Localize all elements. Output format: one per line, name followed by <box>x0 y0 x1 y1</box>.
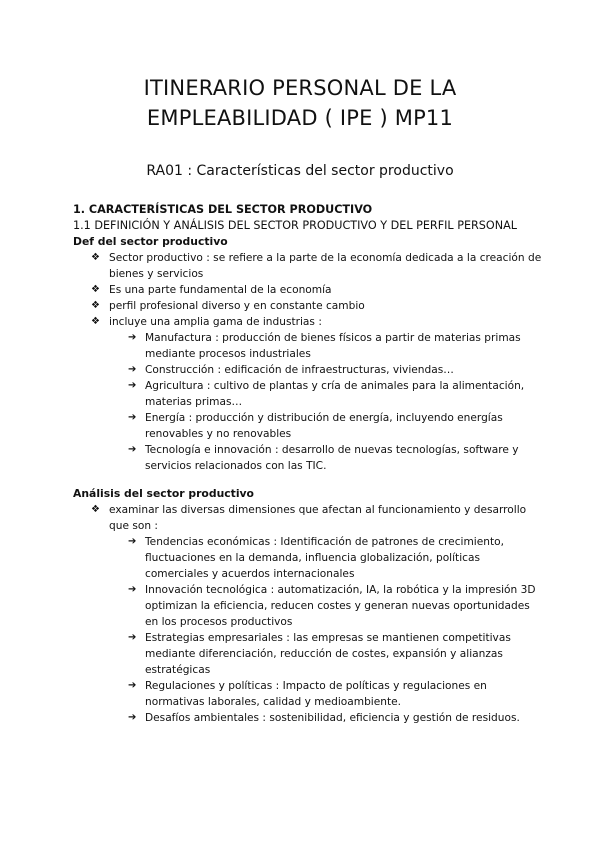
document-title <box>40 73 560 133</box>
dimensions-list <box>109 534 543 726</box>
document-subtitle: RA01 : Características del sector productivo <box>146 163 454 179</box>
list-subitem: ➔ Construcción : edificación de infraestructuras, viviendas… <box>128 364 454 376</box>
list-subitem: ➔ Estrategias empresariales : las empresas se mantienen competitivas mediante diferenciación, reducción de costes, expansión y alianzas estratégicas <box>128 632 511 676</box>
arrow-bullet-icon: ➔ <box>128 444 137 455</box>
list-subitem: ➔ Regulaciones y políticas : Impacto de políticas y regulaciones en normativas laborales, calidad y medioambiente. <box>128 680 487 708</box>
list-subitem: ➔ Tendencias económicas : Identificación de patrones de crecimiento, fluctuaciones en la demanda, influencia globalización, políticas comerciales y acuerdos internacionales <box>128 536 504 580</box>
arrow-bullet-icon: ➔ <box>128 632 137 643</box>
list-item: ❖ perfil profesional diverso y en constante cambio <box>91 300 365 312</box>
industries-list <box>109 330 543 474</box>
list-subitem: ➔ Manufactura : producción de bienes físicos a partir de materias primas mediante procesos industriales <box>128 332 521 360</box>
list-item: ❖ examinar las diversas dimensiones que afectan al funcionamiento y desarrollo que son : ➔ Tendencias económicas : Identificación de patrones de crecimiento, fluctuaciones en la demanda, influencia globalización, políticas comerciales y acuerdos internacionales ➔ Innovación tecnológica : automatización, IA, la robótica y la impresión 3D optimizan la eficiencia, reducen costes y generan nuevas oportunidades en los procesos productivos ➔ Estrategias empresariales : las empresas se mantienen competitivas mediante diferenciación, reducción de costes, expansión y alianzas estratégicas ➔ Regulaciones y políticas : Impacto de políticas y regulaciones en normativas laborales, calidad y medioambiente. ➔ Desafíos ambientales : sostenibilidad, eficiencia y gestión de residuos. <box>109 502 543 726</box>
arrow-bullet-icon: ➔ <box>128 536 137 547</box>
diamond-bullet-icon: ❖ <box>91 252 100 263</box>
section-heading-1-1: 1.1 DEFINICIÓN Y ANÁLISIS DEL SECTOR PRODUCTIVO Y DEL PERFIL PERSONAL <box>73 219 517 232</box>
list-subitem: ➔ Agricultura : cultivo de plantas y cría de animales para la alimentación, materias primas… <box>128 380 525 408</box>
def-heading: Def del sector productivo <box>73 235 228 248</box>
arrow-bullet-icon: ➔ <box>128 680 137 691</box>
document-body <box>73 202 543 726</box>
diamond-bullet-icon: ❖ <box>91 504 100 515</box>
arrow-bullet-icon: ➔ <box>128 380 137 391</box>
list-subitem: ➔ Tecnología e innovación : desarrollo de nuevas tecnologías, software y servicios relacionados con las TIC. <box>128 444 519 472</box>
list-item: ❖ Sector productivo : se refiere a la parte de la economía dedicada a la creación de bienes y servicios <box>91 252 542 280</box>
analysis-list <box>73 502 543 726</box>
analysis-heading: Análisis del sector productivo <box>73 487 254 500</box>
diamond-bullet-icon: ❖ <box>91 316 100 327</box>
arrow-bullet-icon: ➔ <box>128 712 137 723</box>
arrow-bullet-icon: ➔ <box>128 332 137 343</box>
arrow-bullet-icon: ➔ <box>128 412 137 423</box>
list-subitem: ➔ Energía : producción y distribución de energía, incluyendo energías renovables y no renovables <box>128 412 503 440</box>
list-item: ❖ incluye una amplia gama de industrias : ➔ Manufactura : producción de bienes físicos a partir de materias primas mediante procesos industriales ➔ Construcción : edificación de infraestructuras, viviendas… ➔ Agricultura : cultivo de plantas y cría de animales para la alimentación, materias primas… ➔ Energía : producción y distribución de energía, incluyendo energías renovables y no renovables ➔ Tecnología e innovación : desarrollo de nuevas tecnologías, software y servicios relacionados con las TIC. <box>109 314 543 474</box>
diamond-bullet-icon: ❖ <box>91 300 100 311</box>
title-line-1: ITINERARIO PERSONAL DE LA <box>143 76 457 100</box>
section-heading-1: 1. CARACTERÍSTICAS DEL SECTOR PRODUCTIVO <box>73 203 373 216</box>
list-subitem: ➔ Desafíos ambientales : sostenibilidad, eficiencia y gestión de residuos. <box>128 712 520 724</box>
list-subitem: ➔ Innovación tecnológica : automatización, IA, la robótica y la impresión 3D optimizan la eficiencia, reducen costes y generan nuevas oportunidades en los procesos productivos <box>128 584 536 628</box>
title-line-2: EMPLEABILIDAD ( IPE ) MP11 <box>146 106 454 130</box>
arrow-bullet-icon: ➔ <box>128 364 137 375</box>
arrow-bullet-icon: ➔ <box>128 584 137 595</box>
def-list <box>73 250 543 474</box>
diamond-bullet-icon: ❖ <box>91 284 100 295</box>
list-item: ❖ Es una parte fundamental de la economía <box>91 284 332 296</box>
